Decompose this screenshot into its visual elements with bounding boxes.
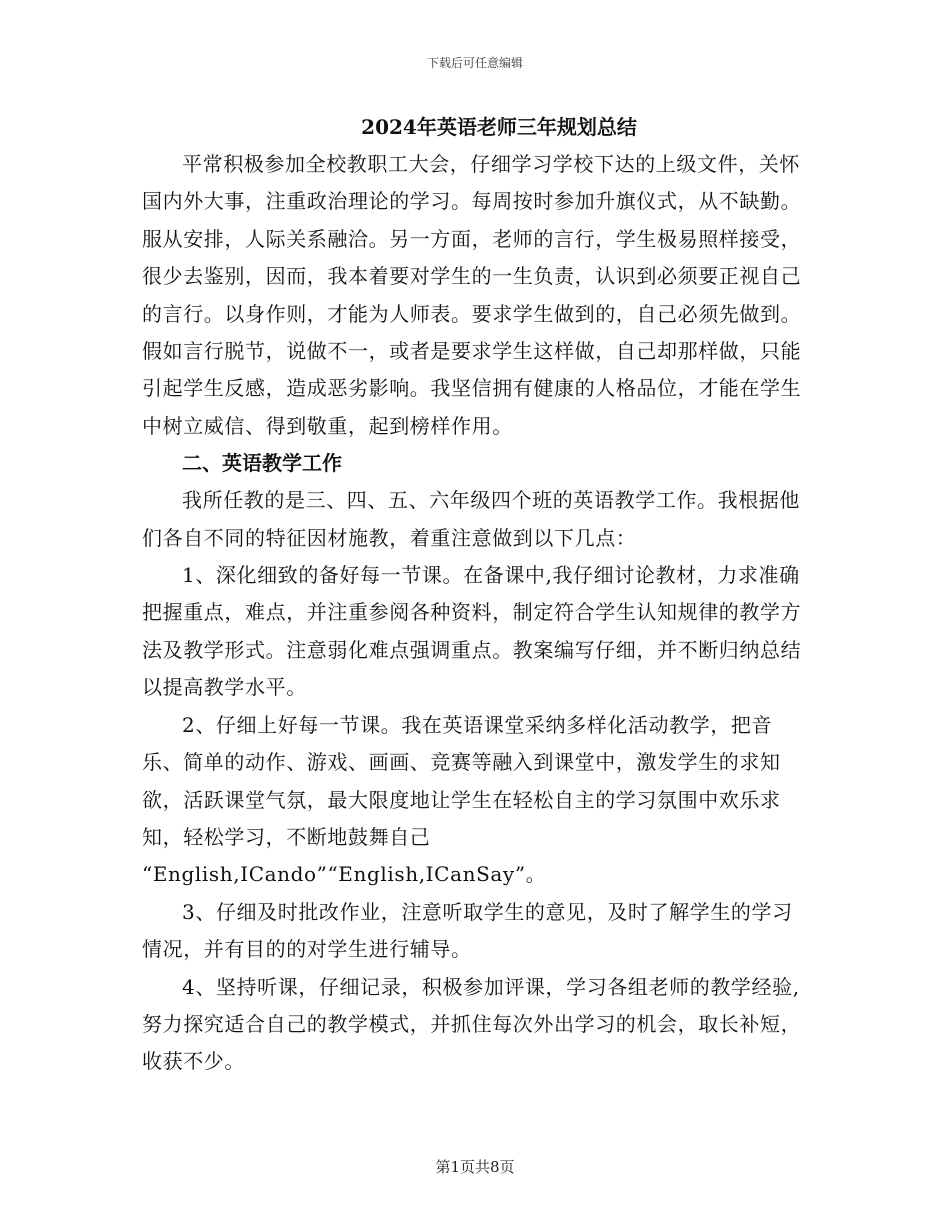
paragraph-item-1: 1、深化细致的备好每一节课。在备课中,我仔细讨论教材，力求准确把握重点，难点，并注重参阅各种资料，制定符合学生认知规律的教学方法及教学形式。注意弱化难点强调重点。教案编写仔细，并不断归纳总结以提高教学水平。 [142,563,802,700]
paragraph-item-3: 3、仔细及时批改作业，注意听取学生的意见，及时了解学生的学习情况，并有目的的对学生进行辅导。 [142,899,793,962]
paragraph-item-2: 2、仔细上好每一节课。我在英语课堂采纳多样化活动教学，把音乐、简单的动作、游戏、画画、竞赛等融入到课堂中，激发学生的求知欲，活跃课堂气氛，最大限度地让学生在轻松自主的学习氛围中欢乐求知，轻松学习，不断地鼓舞自己 [142,712,781,849]
page-number-indicator: 第1页共8页 [435,1158,515,1176]
paragraph-section-intro: 我所任教的是三、四、五、六年级四个班的英语教学工作。我根据他们各自不同的特征因材施教，着重注意做到以下几点： [142,488,800,550]
paragraph-intro: 平常积极参加全校教职工大会，仔细学习学校下达的上级文件，关怀国内外大事，注重政治理论的学习。每周按时参加升旗仪式，从不缺勤。服从安排，人际关系融洽。另一方面，老师的言行，学生极易照样接受，很少去鉴别，因而，我本着要对学生的一生负责，认识到必须要正视自己的言行。以身作则，才能为人师表。要求学生做到的，自己必须先做到。假如言行脱节，说做不一，或者是要求学生这样做，自己却那样做，只能引起学生反感，造成恶劣影响。我坚信拥有健康的人格品位，才能在学生中树立威信、得到敬重，起到榜样作用。 [142,152,802,438]
document-body [142,112,806,1081]
document-title: 2024年英语老师三年规划总结 [361,115,637,139]
section-heading: 二、英语教学工作 [182,451,342,476]
page-header-note: 下载后可任意编辑 [426,56,523,70]
paragraph-item-2-quote: “English,ICando”“English,ICanSay”。 [142,862,547,887]
paragraph-item-4: 4、坚持听课，仔细记录，积极参加评课，学习各组老师的教学经验,努力探究适合自己的教学模式，并抓住每次外出学习的机会，取长补短，收获不少。 [142,974,802,1074]
